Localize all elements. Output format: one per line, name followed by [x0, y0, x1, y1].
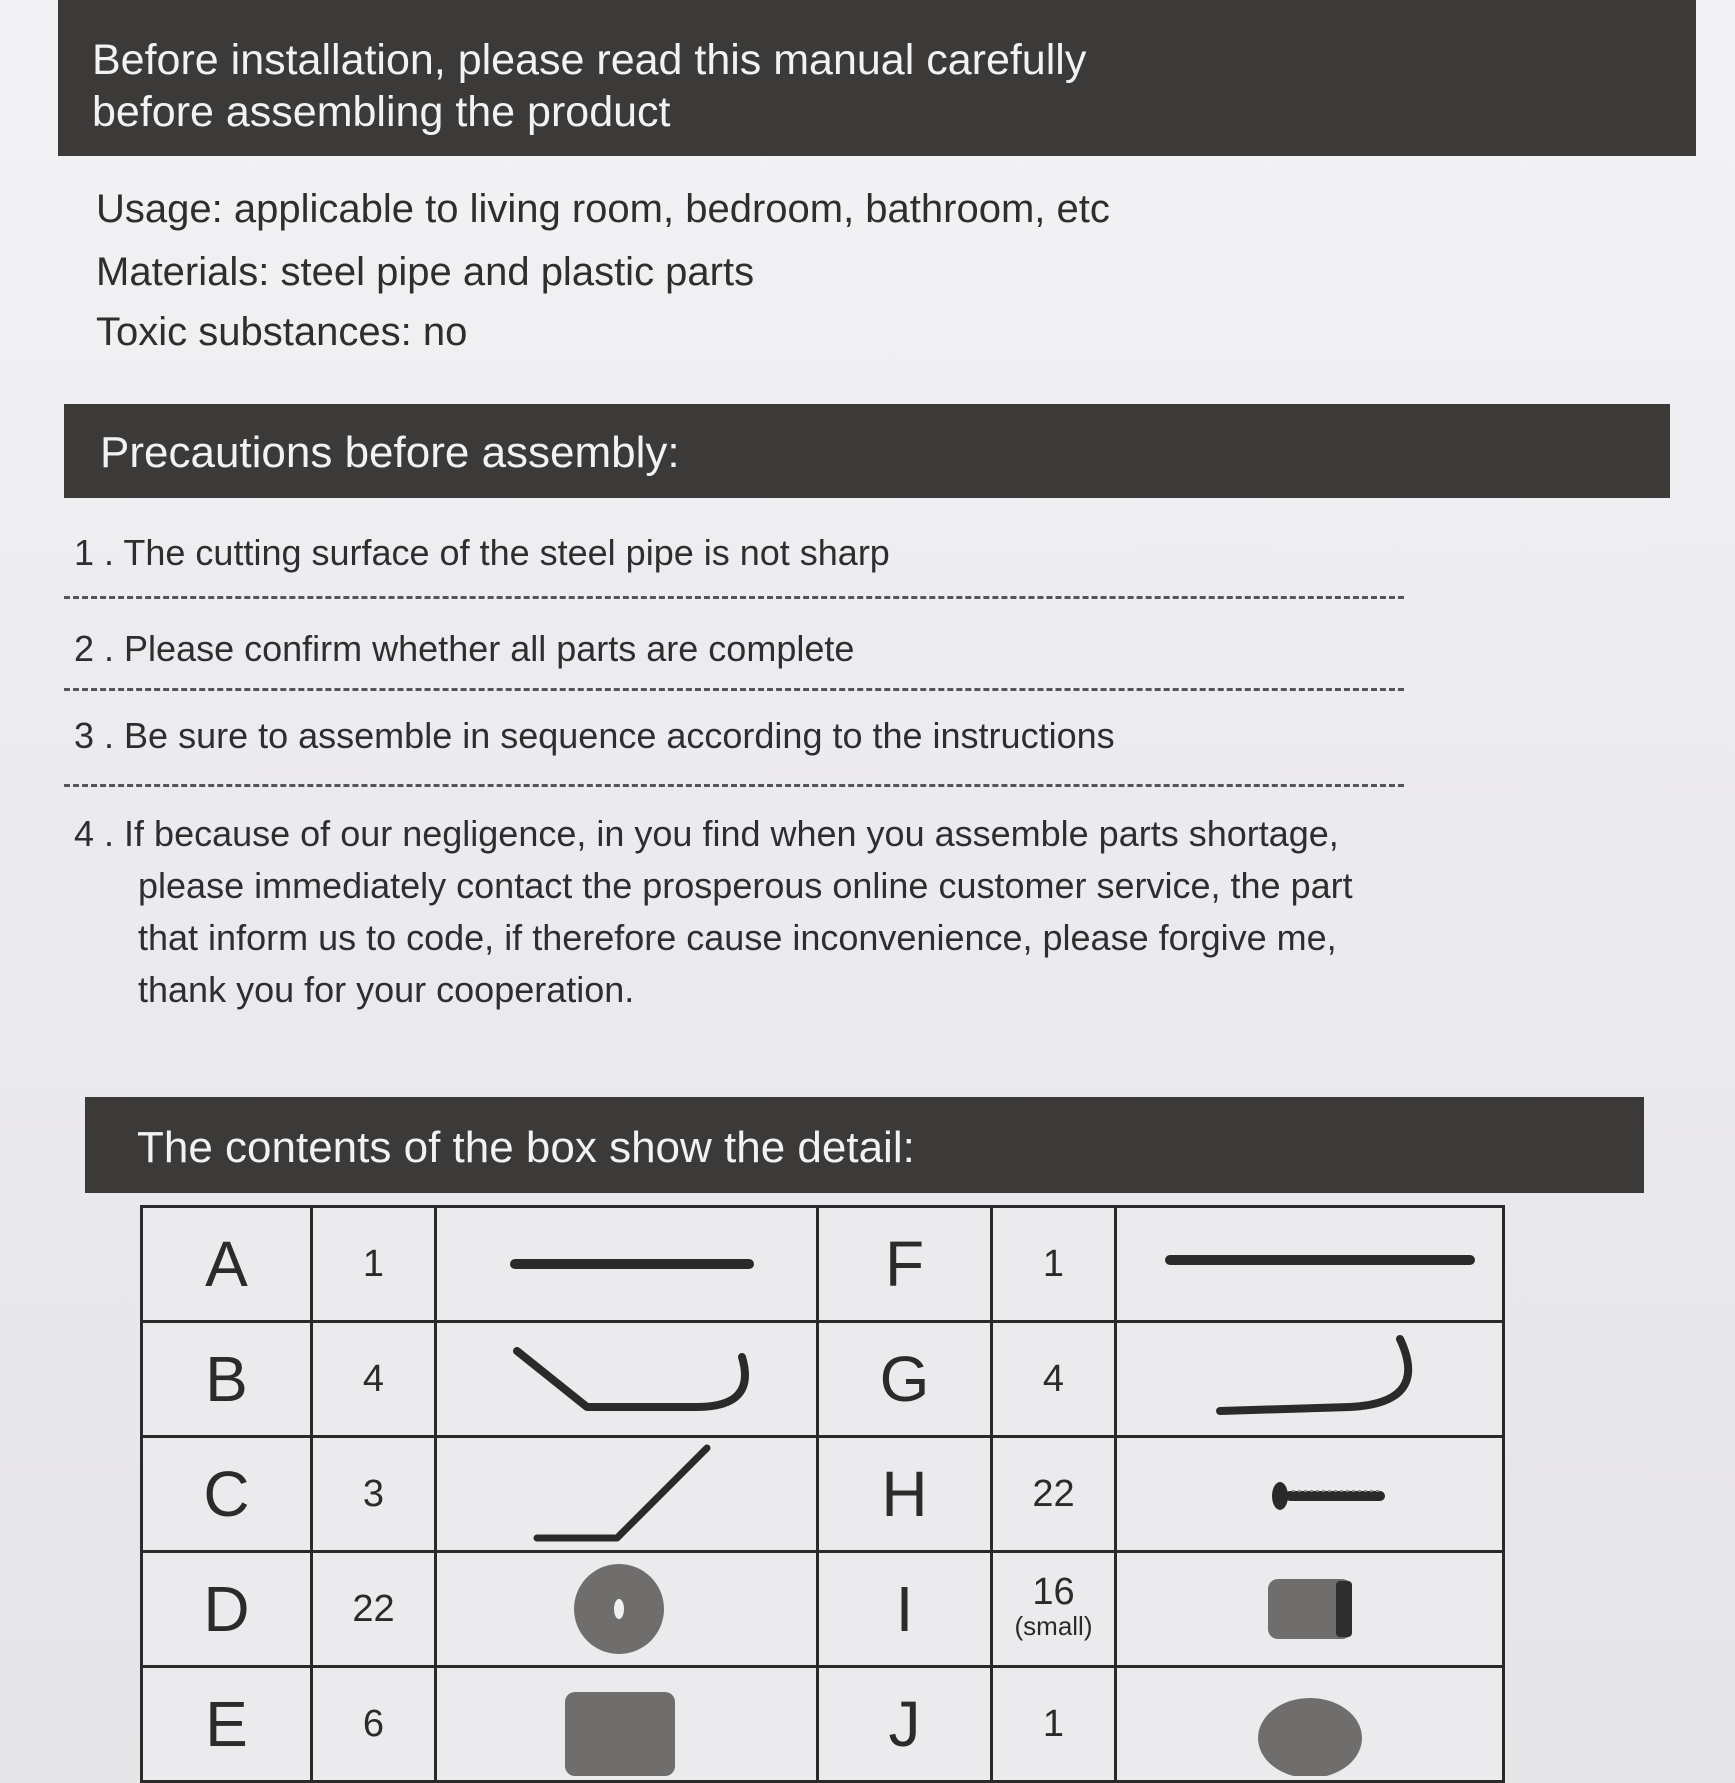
part-letter: G — [818, 1322, 992, 1437]
part-quantity: 1 — [992, 1667, 1116, 1782]
straight-pipe-icon — [436, 1207, 818, 1322]
precaution-line: please immediately contact the prosperous online customer service, the part — [138, 865, 1353, 906]
precaution-number: 2 . — [74, 628, 115, 669]
part-letter: D — [142, 1552, 312, 1667]
contents-title: The contents of the box show the detail: — [137, 1123, 915, 1172]
angled-pipe-icon — [436, 1437, 818, 1552]
connector-icon — [436, 1667, 818, 1782]
part-letter: B — [142, 1322, 312, 1437]
part-quantity: 3 — [312, 1437, 436, 1552]
part-quantity: 1 — [992, 1207, 1116, 1322]
precautions-banner — [64, 404, 1670, 498]
precaution-item-4 — [74, 808, 1454, 1016]
washer-icon — [436, 1552, 818, 1667]
part-quantity: 4 — [312, 1322, 436, 1437]
dashed-divider — [64, 784, 1404, 787]
part-letter: E — [142, 1667, 312, 1782]
dashed-divider — [64, 596, 1404, 599]
part-letter: J — [818, 1667, 992, 1782]
precaution-item-1 — [74, 532, 1454, 574]
materials-text: Materials: steel pipe and plastic parts — [96, 250, 755, 294]
table-row — [142, 1322, 1504, 1437]
part-quantity: 22 — [992, 1437, 1116, 1552]
screw-icon — [1116, 1437, 1504, 1552]
part-quantity: 4 — [992, 1322, 1116, 1437]
long-straight-pipe-icon — [1116, 1207, 1504, 1322]
table-row — [142, 1667, 1504, 1782]
precaution-text: Please confirm whether all parts are complete — [124, 628, 855, 669]
toxic-text: Toxic substances: no — [96, 310, 468, 354]
table-row — [142, 1552, 1504, 1667]
table-row — [142, 1437, 1504, 1552]
precaution-text: Be sure to assemble in sequence according to the instructions — [124, 715, 1115, 756]
part-quantity: 6 — [312, 1667, 436, 1782]
part-quantity: 22 — [312, 1552, 436, 1667]
precaution-item-2 — [74, 628, 1454, 670]
part-letter: H — [818, 1437, 992, 1552]
j-hook-pipe-icon — [1116, 1322, 1504, 1437]
part-letter: A — [142, 1207, 312, 1322]
precaution-item-3 — [74, 715, 1454, 757]
precaution-line — [74, 808, 1454, 860]
header-line-1: Before installation, please read this manual carefully — [92, 36, 1087, 84]
part-quantity: 1 — [312, 1207, 436, 1322]
header-line-2: before assembling the product — [92, 88, 671, 136]
precaution-number: 1 . — [74, 532, 115, 573]
dashed-divider — [64, 688, 1404, 691]
part-letter: I — [818, 1552, 992, 1667]
quantity-note: (small) — [1014, 1611, 1093, 1641]
part-letter: C — [142, 1437, 312, 1552]
precaution-number: 3 . — [74, 715, 115, 756]
foot-cap-icon — [1116, 1667, 1504, 1782]
end-cap-icon — [1116, 1552, 1504, 1667]
precaution-text: The cutting surface of the steel pipe is not sharp — [123, 532, 890, 573]
header-banner — [58, 0, 1696, 156]
part-letter: F — [818, 1207, 992, 1322]
table-row — [142, 1207, 1504, 1322]
precaution-text: If because of our negligence, in you find when you assemble parts shortage, — [124, 813, 1339, 854]
contents-banner — [85, 1097, 1644, 1193]
precaution-line: that inform us to code, if therefore cause inconvenience, please forgive me, — [138, 917, 1337, 958]
quantity-value: 16 — [1032, 1571, 1075, 1613]
part-quantity — [992, 1552, 1116, 1667]
precautions-title: Precautions before assembly: — [100, 428, 680, 477]
precaution-line: thank you for your cooperation. — [138, 969, 635, 1010]
hook-pipe-icon — [436, 1322, 818, 1437]
precaution-number: 4 . — [74, 813, 115, 854]
parts-table — [140, 1205, 1505, 1783]
usage-text: Usage: applicable to living room, bedroom, bathroom, etc — [96, 187, 1110, 231]
